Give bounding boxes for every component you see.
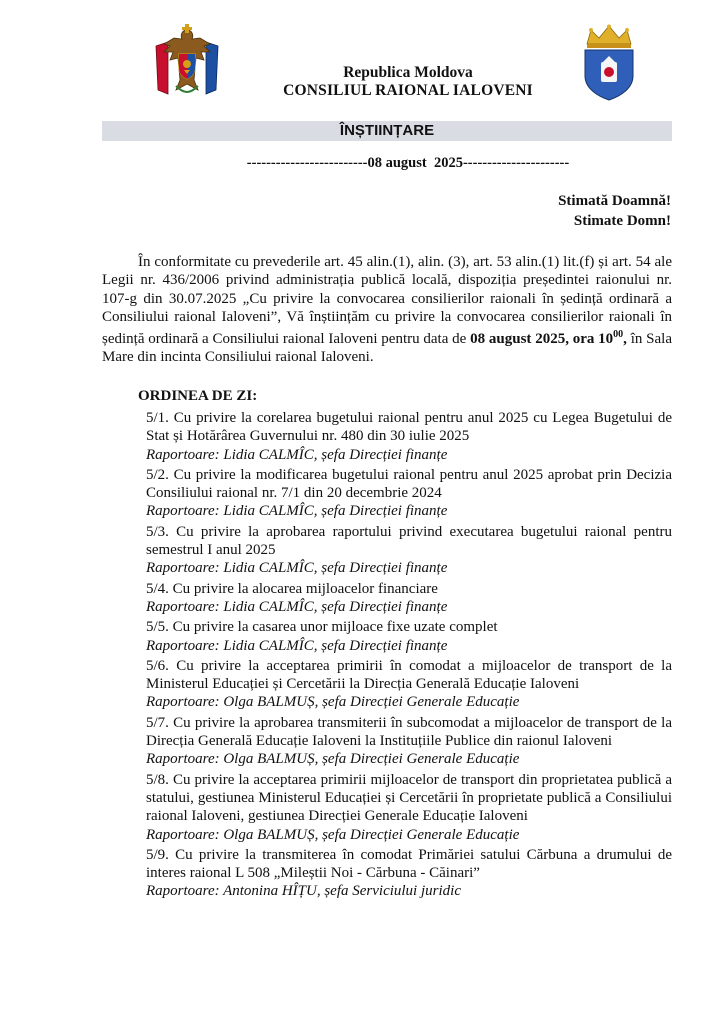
agenda-item: [146, 523, 672, 578]
agenda-item-text: 5/2. Cu privire la modificarea bugetului raional pentru anul 2025 aprobat prin Decizia Consiliului raional nr. 7/1 din 20 decembrie 2024: [146, 466, 672, 502]
agenda-item-text: 5/1. Cu privire la corelarea bugetului raional pentru anul 2025 cu Legea Bugetului de Stat și Hotărârea Guvernului nr. 480 din 30 iulie 2025: [146, 410, 672, 445]
document-title: ÎNȘTIINȚARE: [339, 122, 435, 139]
agenda-item-rapporteur: Raportoare: Lidia CALMÎC, șefa Direcției finanțe: [146, 598, 448, 615]
agenda-item: [146, 771, 672, 844]
agenda-item-rapporteur: Raportoare: Lidia CALMÎC, șefa Direcției finanțe: [146, 637, 448, 654]
greeting-madam: Stimată Doamnă!: [558, 193, 671, 209]
agenda-item: [146, 846, 672, 901]
agenda-item-text: 5/8. Cu privire la acceptarea primirii mijloacelor de transport din proprietatea publică a statului, gestiunea Ministerul Educației și Cercetării în proprietate publică a Consiliului raional Ialoveni, gestiunea Direcției Generale Educație Ialoveni: [146, 771, 672, 825]
greeting-sir: Stimate Domn!: [573, 213, 671, 229]
agenda-list: [146, 409, 672, 903]
agenda-item-rapporteur: Raportoare: Olga BALMUȘ, șefa Direcției Generale Educație: [146, 694, 520, 711]
agenda-item-text: 5/5. Cu privire la casarea unor mijloace fixe uzate complet: [146, 619, 498, 636]
meeting-date-time: [470, 331, 627, 347]
agenda-item-text: 5/7. Cu privire la aprobarea transmiterii în subcomodat a mijloacelor de transport de la Direcția Generală Educație Ialoveni la Instituțiile Publice din raionul Ialoveni: [146, 714, 672, 750]
agenda-item: [146, 409, 672, 464]
meeting-time-minutes: 00: [613, 329, 624, 341]
agenda-item: [146, 657, 672, 712]
agenda-item-rapporteur: Raportoare: Olga BALMUȘ, șefa Direcției Generale Educație: [146, 826, 520, 843]
meeting-date: 08 august 2025, ora 10: [470, 331, 614, 348]
notice-text-end: în Sala Mare din incinta Consiliului raional Ialoveni.: [102, 331, 672, 366]
agenda-item: [146, 618, 672, 655]
agenda-item: [146, 466, 672, 521]
meeting-date-comma: ,: [623, 331, 627, 348]
agenda-item-text: 5/4. Cu privire la alocarea mijloacelor financiare: [146, 580, 438, 597]
agenda-item-rapporteur: Raportoare: Olga BALMUȘ, șefa Direcției Generale Educație: [146, 751, 520, 768]
agenda-item-text: 5/6. Cu privire la acceptarea primirii în comodat a mijloacelor de transport de la Ministerul Educației și Cercetării la Direcția Generală Educație Ialoveni: [146, 657, 672, 693]
agenda-title: ORDINEA DE ZI:: [138, 388, 258, 404]
agenda-item: [146, 580, 672, 617]
notice-paragraph: [102, 253, 672, 367]
agenda-item-text: 5/3. Cu privire la aprobarea raportului privind executarea bugetului raional pentru semestrul I anul 2025: [146, 523, 672, 559]
agenda-item-rapporteur: Raportoare: Lidia CALMÎC, șefa Direcției finanțe: [146, 560, 448, 577]
country-name: Republica Moldova: [343, 64, 473, 81]
agenda-item: [146, 714, 672, 769]
agenda-item-rapporteur: Raportoare: Antonina HÎȚU, șefa Serviciului juridic: [146, 883, 461, 900]
notice-text-start: În conformitate cu prevederile art. 45 alin.(1), alin. (3), art. 53 alin.(1) lit.(f) și art. 54 ale Legii nr. 436/2006 privind administrația publică locală, dispoziția președintei raionului nr. 107-g din 30.07.2025 „Cu privire la convocarea consilierilor raionali în ședință ordinară a Consiliului raional Ialoveni”, Vă înștiințăm cu privire la convocarea consilierilor raionali în ședință ordinară a Consiliului raional Ialoveni pentru data de: [102, 254, 672, 348]
date-line: -------------------------08 august 2025----------------------: [246, 155, 570, 171]
council-name: CONSILIUL RAIONAL IALOVENI: [283, 82, 533, 99]
agenda-item-text: 5/9. Cu privire la transmiterea în comodat Primăriei satului Cărbuna a drumului de interes raional L 508 „Mileștii Noi - Cărbuna - Căinari”: [146, 846, 672, 882]
agenda-item-rapporteur: Raportoare: Lidia CALMÎC, șefa Direcției finanțe: [146, 446, 448, 463]
agenda-item-rapporteur: Raportoare: Lidia CALMÎC, șefa Direcției finanțe: [146, 503, 448, 520]
